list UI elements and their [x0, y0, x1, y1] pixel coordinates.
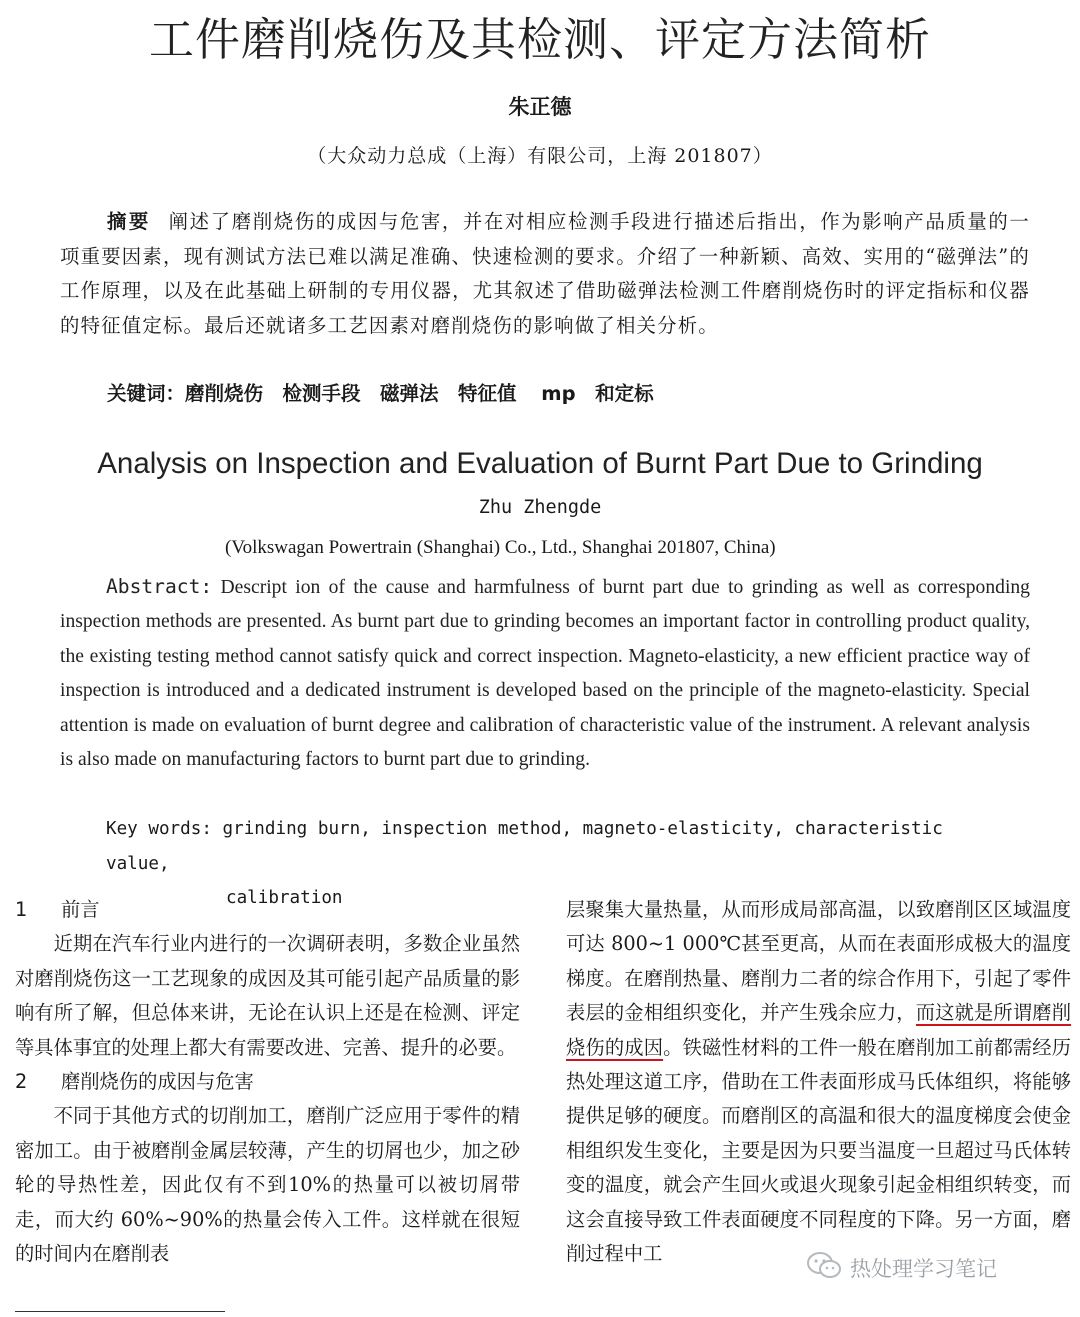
- section-1-title: 前言: [61, 898, 100, 921]
- abstract-en: [60, 570, 1030, 777]
- affiliation-en: (Volkswagan Powertrain (Shanghai) Co., Ltd., Shanghai 201807, China): [225, 537, 776, 558]
- keywords-en-line2: calibration: [226, 888, 343, 908]
- section-2-paragraph: 不同于其他方式的切削加工，磨削广泛应用于零件的精密加工。由于被磨削金属层较薄，产生的切屑也少，加之砂轮的导热性差，因此仅有不到10%的热量可以被切屑带走，而大约 60%~90%的热量会传入工件。这样就在很短的时间内在磨削表: [15, 1104, 520, 1266]
- section-2-heading: [15, 1065, 520, 1099]
- section-2-paragraph-continued: [566, 893, 1071, 1271]
- footnote-rule: [15, 1311, 225, 1312]
- affiliation-cn: （大众动力总成（上海）有限公司，上海 201807）: [307, 145, 773, 167]
- section-1-paragraph: 近期在汽车行业内进行的一次调研表明，多数企业虽然对磨削烧伤这一工艺现象的成因及其可能引起产品质量的影响有所了解，但总体来讲，无论在认识上还是在检测、评定等具体事宜的处理上都大有需要改进、完善、提升的必要。: [15, 932, 520, 1059]
- keywords-cn: 关键词：磨削烧伤 检测手段 磁弹法 特征值 mp 和定标: [107, 382, 654, 405]
- right-para-b: 。铁磁性材料的工件一般在磨削加工前都需经历热处理这道工序，借助在工件表面形成马氏体组织，将能够提供足够的硬度。而磨削区的高温和很大的温度梯度会使金相组织发生变化，主要是因为只要当温度一旦超过马氏体转变的温度，就会产生回火或退火现象引起金相组织转变，而这会直接导致工件表面硬度不同程度的下降。另一方面，磨削过程中工: [566, 1035, 1072, 1266]
- highlighted-sentence: 而这就是所谓磨削烧伤的成因: [566, 1001, 1072, 1059]
- section-1-number: 1: [15, 898, 28, 921]
- section-2-title: 磨削烧伤的成因与危害: [61, 1070, 254, 1094]
- watermark-text: 热处理学习笔记: [850, 1257, 997, 1281]
- abstract-cn: [60, 205, 1030, 343]
- keywords-en-line1: Key words: grinding burn, inspection method, magneto-elasticity, characteristic value,: [106, 819, 943, 874]
- watermark: [806, 1247, 1052, 1289]
- wechat-icon: [806, 1251, 842, 1286]
- section-2-number: 2: [15, 1070, 28, 1094]
- author-name-cn: 朱正德: [508, 95, 572, 119]
- author-name-en: Zhu Zhengde: [478, 497, 602, 518]
- body-column-right: [566, 893, 1071, 1271]
- right-para-a: 层聚集大量热量，从而形成局部高温，以致磨削区区域温度可达 800~1 000℃甚至更高，从而在表面形成极大的温度梯度。在磨削热量、磨削力二者的综合作用下，引起了零件表层的金相组织变化，并产生残余应力，: [566, 898, 1071, 1025]
- paper-title-cn: 工件磨削烧伤及其检测、评定方法简析: [148, 13, 931, 66]
- section-1-heading: [15, 893, 520, 927]
- abstract-en-text: Descript ion of the cause and harmfulness of burnt part due to grinding as well as corresponding inspection methods are presented. As burnt part due to grinding becomes an important factor in controlling product quality, the existing testing method cannot satisfy quick and correct inspection. Magneto-elasticity, a new efficient practice way of inspection is introduced and a dedicated instrument is developed based on the principle of the magneto-elasticity. Special attention is made on evaluation of burnt degree and calibration of characteristic value of the instrument. A relevant analysis is also made on manufacturing factors to burnt part due to grinding.: [60, 577, 1030, 771]
- abstract-cn-label: 摘要: [107, 210, 151, 233]
- paper-title-en: Analysis on Inspection and Evaluation of Burnt Part Due to Grinding: [97, 447, 983, 480]
- abstract-en-label: Abstract:: [106, 575, 213, 598]
- abstract-cn-text: 阐述了磨削烧伤的成因与危害，并在对相应检测手段进行描述后指出，作为影响产品质量的一项重要因素，现有测试方法已难以满足准确、快速检测的要求。介绍了一种新颖、高效、实用的“磁弹法”的工作原理，以及在此基础上研制的专用仪器，尤其叙述了借助磁弹法检测工件磨削烧伤时的评定指标和仪器的特征值定标。最后还就诸多工艺因素对磨削烧伤的影响做了相关分析。: [60, 210, 1030, 337]
- body-column-left: [15, 893, 520, 1271]
